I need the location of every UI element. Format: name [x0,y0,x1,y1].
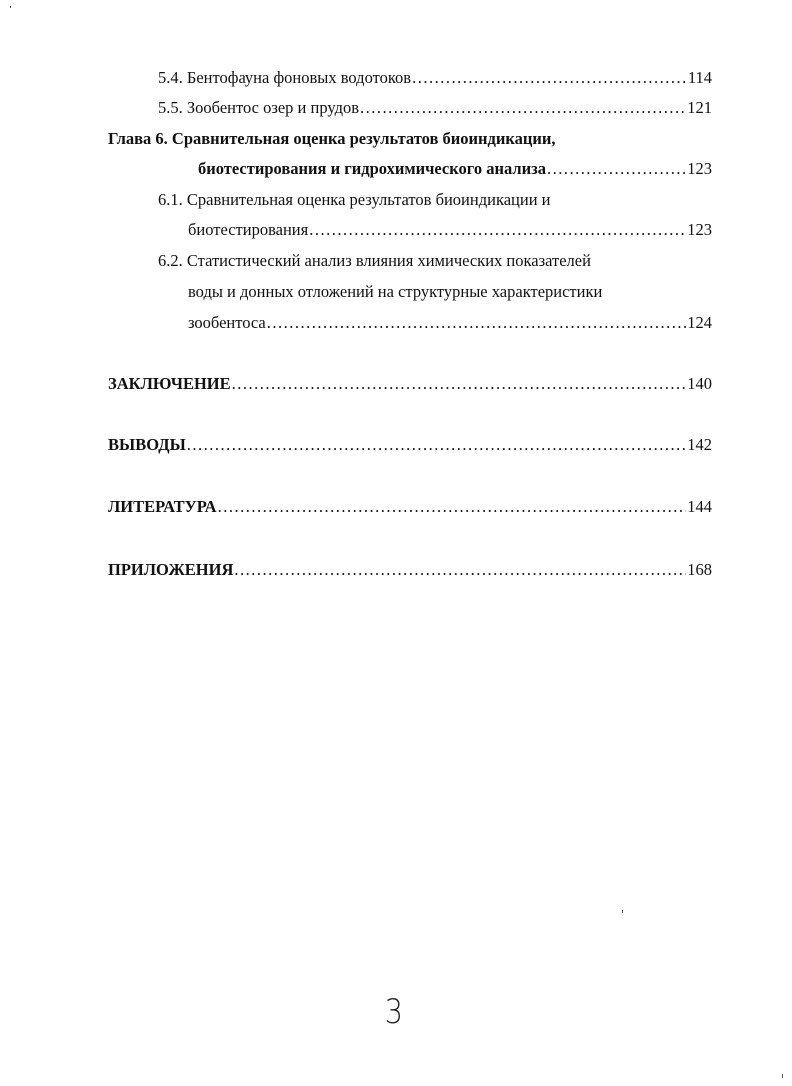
toc-entry-6-1-line-1: 6.1. Сравнительная оценка результатов биоиндикации и [158,190,551,209]
dot-leader [412,68,687,88]
toc-page-number: 123 [687,159,712,178]
toc-entry-6-2-line-3 [188,313,712,333]
toc-chapter-6-line-1: Глава 6. Сравнительная оценка результатов биоиндикации, [108,129,556,148]
toc-page-number: 114 [687,68,712,87]
toc-page-number: 140 [687,374,712,393]
toc-entry-label: ЗАКЛЮЧЕНИЕ [108,374,231,393]
toc-entry-5-4 [158,68,712,88]
toc-entry-literature [108,497,712,517]
dot-leader [309,220,686,240]
scan-speck [782,1074,783,1078]
toc-page-number: 144 [687,497,712,516]
toc-page-number: 124 [687,313,712,332]
dot-leader [360,98,686,118]
toc-page-number: 142 [687,435,712,454]
toc-entry-label: ВЫВОДЫ [108,435,186,454]
toc-entry-6-2-line-1: 6.2. Статистический анализ влияния химических показателей [158,251,591,270]
toc-entry-label: биотестирования и гидрохимического анализа [198,159,547,178]
toc-entry-label: биотестирования [188,220,309,239]
toc-entry-conclusion [108,374,712,394]
toc-entry-label: зообентоса [188,313,266,332]
toc-entry-label: 5.5. Зообентос озер и прудов [158,98,360,117]
dot-leader [218,497,687,517]
page-number: 3 [384,992,404,1032]
toc-entry-6-2-line-2: воды и донных отложений на структурные характеристики [188,282,603,301]
toc-page-number: 168 [687,560,712,579]
toc-entry-findings [108,435,712,455]
scan-speck [622,910,623,913]
toc-entry-6-1-line-2 [188,220,712,240]
dot-leader [187,435,686,455]
dot-leader [267,313,686,333]
toc-entry-appendices [108,560,712,580]
toc-page-number: 121 [687,98,712,117]
scan-speck [10,6,11,8]
toc-entry-label: ЛИТЕРАТУРА [108,497,217,516]
dot-leader [547,159,686,179]
toc-entry-label: ПРИЛОЖЕНИЯ [108,560,234,579]
toc-entry-label: 5.4. Бентофауна фоновых водотоков [158,68,412,87]
toc-entry-5-5 [158,98,712,118]
toc-chapter-6-line-2 [198,159,712,179]
dot-leader [232,374,687,394]
dot-leader [234,560,686,580]
toc-page-number: 123 [687,220,712,239]
